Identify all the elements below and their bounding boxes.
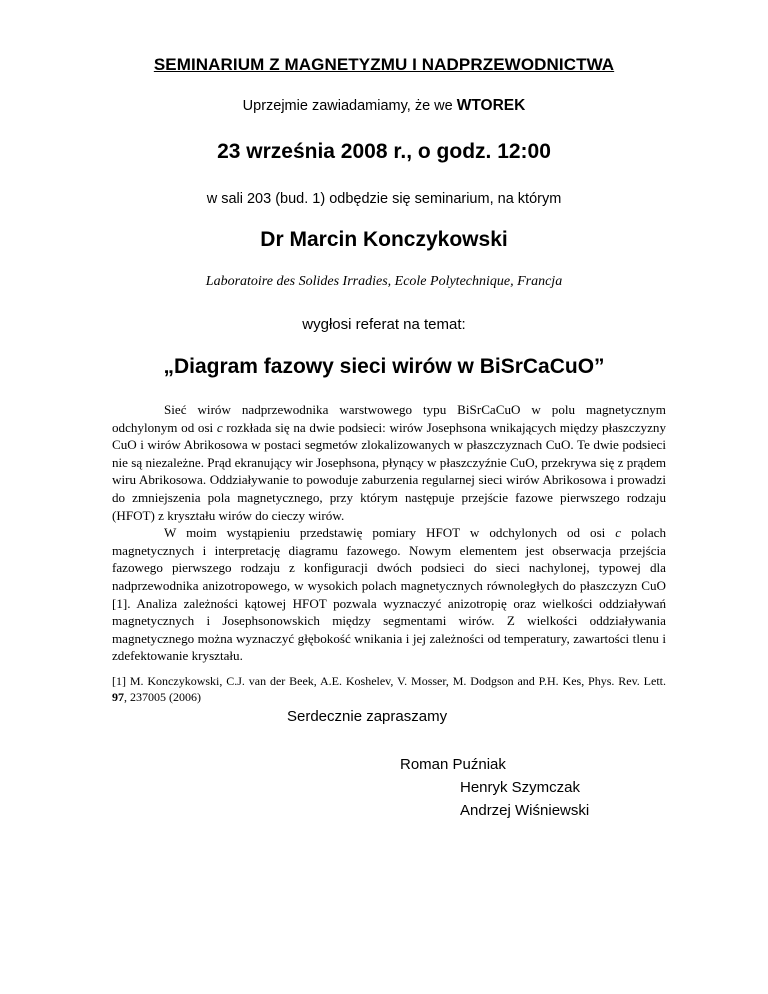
closing-greeting: Serdecznie zapraszamy [287, 708, 448, 725]
talk-intro: wygłosi referat na temat: [302, 316, 466, 333]
abstract-paragraph [112, 401, 666, 524]
speaker-affiliation: Laboratoire des Solides Irradies, Ecole Polytechnique, Francja [205, 274, 563, 289]
seminar-date-time: 23 września 2008 r., o godz. 12:00 [217, 140, 551, 163]
abstract-text: W moim wystąpieniu przedstawię pomiary HFOT w odchylonych od osi [164, 525, 616, 541]
signature-name: Henryk Szymczak [460, 779, 581, 796]
abstract-text: rozkłada się na dwie podsieci: wirów Josephsona wnikających między płaszczyzny CuO i wirów Abrikosowa w postaci segmetów zlokalizowanych w płaszczyznach CuO. Te dwie podsieci nie są niezależne. Prąd ekranujący wir Josephsona, płynący w płaszczyźnie CuO, przekrywa się z prądem wiru Abrikosowa. Oddziaływanie to powoduje zaburzenia regularnej sieci wirów Abrikosowa i prowadzi do zmniejszenia pola magnetycznego, przy którym następuje przejście fazowe pierwszego rodzaju (HFOT) z kryształu wirów do cieczy wirów. [112, 419, 666, 523]
intro-day: WTOREK [456, 97, 526, 114]
room-info: w sali 203 (bud. 1) odbędzie się seminarium, na którym [206, 191, 562, 207]
intro-line [0, 97, 768, 115]
seminar-series-title: SEMINARIUM Z MAGNETYZMU I NADPRZEWODNICTWA [153, 55, 615, 74]
reference-volume: 97 [112, 689, 124, 704]
abstract-paragraph [112, 524, 666, 665]
talk-title: „Diagram fazowy sieci wirów w BiSrCaCuO” [163, 355, 605, 378]
signature-name: Andrzej Wiśniewski [460, 802, 590, 819]
reference [112, 673, 666, 705]
abstract [112, 401, 666, 705]
reference-text: , 237005 (2006) [124, 689, 201, 704]
speaker-name: Dr Marcin Konczykowski [260, 228, 508, 251]
signature-name: Roman Puźniak [400, 756, 506, 773]
intro-text: Uprzejmie zawiadamiamy, że we [242, 98, 453, 114]
abstract-text: Sieć wirów nadprzewodnika warstwowego typu BiSrCaCuO w polu magnetycznym odchylonym od osi [112, 402, 666, 435]
axis-symbol: c [216, 419, 223, 435]
axis-symbol: c [615, 525, 622, 541]
abstract-text: polach magnetycznych i interpretację diagramu fazowego. Nowym elementem jest obserwacja przejścia fazowego pierwszego rodzaju z konfiguracji dwóch podsieci do sieci nachylonej, typowej dla nadprzewodnika anizotropowego, w wysokich polach magnetycznych równoległych do płaszczyzn CuO [1]. Analiza zależności kątowej HFOT pozwala wyznaczyć anizotropię oraz wielkości oddziaływań magnetycznych i Josephsonowskich między segmentami wirów. Z wielkości oddziaływania magnetycznego można wyznaczyć głębokość wnikania i jej zależności od temperatury, zawartości tlenu i zdefektowanie kryształu. [112, 525, 666, 664]
reference-text: [1] M. Konczykowski, C.J. van der Beek, A.E. Koshelev, V. Mosser, M. Dodgson and P.H. Kes, Phys. Rev. Lett. [112, 673, 666, 688]
